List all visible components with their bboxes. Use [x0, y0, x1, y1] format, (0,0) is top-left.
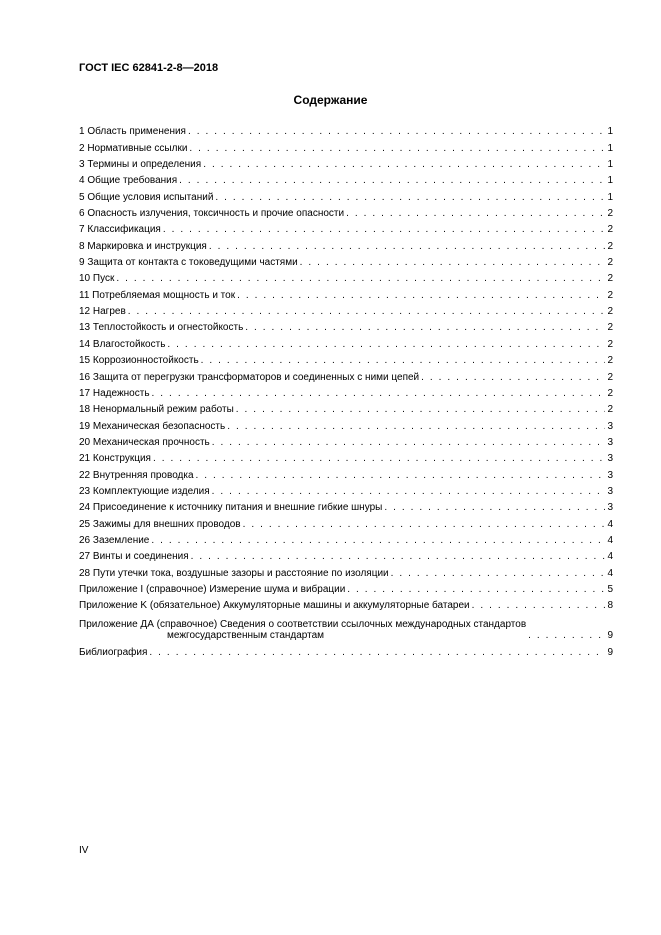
toc-entry	[79, 497, 613, 513]
toc-leader-dots	[243, 519, 605, 530]
toc-entry-title: 14 Влагостойкость	[79, 338, 166, 350]
toc-entry-title: 21 Конструкция	[79, 453, 151, 465]
toc-entry	[79, 481, 613, 497]
toc-leader-dots	[300, 257, 605, 268]
toc-entry-label	[79, 273, 114, 284]
toc-entry-page: 1	[607, 159, 613, 171]
toc-entry-page: 2	[607, 257, 613, 269]
toc-leader-dots	[384, 502, 605, 513]
toc-entry-label	[79, 143, 187, 154]
toc-entry-label	[79, 404, 234, 415]
toc-entry	[79, 317, 613, 333]
toc-leader-dots	[188, 126, 605, 137]
toc-entry-title: 26 Заземление	[79, 534, 150, 546]
toc-entry-page: 4	[607, 567, 613, 579]
toc-entry-title: Приложение I (справочное) Измерение шума и вибрации	[79, 583, 346, 595]
toc-entry	[79, 203, 613, 219]
page-number: IV	[79, 845, 89, 856]
toc-leader-dots	[245, 322, 605, 333]
toc-entry-label	[79, 421, 225, 432]
toc-entry-label	[79, 339, 165, 350]
toc-leader-dots	[212, 437, 605, 448]
toc-entry	[79, 235, 613, 251]
toc-entry	[79, 170, 613, 186]
toc-entry-page: 2	[607, 273, 613, 285]
toc-entry-title: 20 Механическая прочность	[79, 436, 210, 448]
toc-entry	[79, 268, 613, 284]
toc-entry-title: 12 Нагрев	[79, 306, 126, 318]
toc-entry-page: 1	[607, 142, 613, 154]
toc-entry	[79, 513, 613, 529]
toc-entry	[79, 464, 613, 480]
toc-leader-dots	[212, 486, 605, 497]
toc-leader-dots	[472, 600, 605, 611]
toc-leader-dots	[391, 568, 605, 579]
toc-entry-label	[79, 257, 298, 268]
toc-entry-title: 7 Классификация	[79, 224, 161, 236]
toc-entry	[79, 399, 613, 415]
toc-entry	[79, 415, 613, 431]
toc-entry-title: 25 Зажимы для внешних проводов	[79, 518, 241, 530]
toc-entry-title-continued: межгосударственным стандартам	[167, 630, 325, 642]
toc-entry-label	[79, 192, 213, 203]
contents-title: Содержание	[293, 93, 368, 107]
toc-entry-title: 3 Термины и определения	[79, 159, 202, 171]
toc-entry-title: 13 Теплостойкость и огнестойкость	[79, 322, 244, 334]
toc-leader-dots	[203, 159, 605, 170]
toc-entry-title: 18 Ненормальный режим работы	[79, 404, 234, 416]
toc-leader-dots	[236, 404, 605, 415]
toc-entry-page: 1	[607, 126, 613, 138]
toc-entry-page: 4	[607, 534, 613, 546]
toc-entry-title: 15 Коррозионностойкость	[79, 355, 199, 367]
toc-entry-label	[79, 519, 241, 530]
toc-entry	[79, 219, 613, 235]
toc-entry	[79, 252, 613, 268]
toc-leader-dots	[167, 339, 605, 350]
toc-entry-page: 2	[607, 224, 613, 236]
toc-entry-page: 4	[607, 518, 613, 530]
toc-leader-dots	[149, 647, 605, 658]
toc-entry	[79, 432, 613, 448]
toc-entry	[79, 448, 613, 464]
toc-entry-label	[79, 355, 199, 366]
toc-entry-label	[79, 647, 147, 658]
toc-entry-page: 4	[607, 551, 613, 563]
toc-entry-title: 22 Внутренняя проводка	[79, 469, 194, 481]
toc-entry-page: 2	[607, 404, 613, 416]
toc-entry-label	[79, 306, 126, 317]
toc-entry-title: 4 Общие требования	[79, 175, 178, 187]
toc-entry-page: 1	[607, 175, 613, 187]
toc-entry-label	[79, 502, 382, 513]
toc-entry	[79, 546, 613, 562]
toc-entry	[79, 121, 613, 137]
toc-leader-dots	[151, 535, 605, 546]
toc-entry-title: Приложение K (обязательное) Аккумуляторные машины и аккумуляторные батареи	[79, 600, 470, 612]
toc-entry-page: 2	[607, 208, 613, 220]
toc-entry-title: 6 Опасность излучения, токсичность и прочие опасности	[79, 208, 345, 220]
toc-entry	[79, 641, 613, 657]
toc-entry-label	[79, 568, 389, 579]
toc-entry-page: 9	[607, 646, 613, 658]
toc-entry-page: 3	[607, 436, 613, 448]
toc-entry-label	[79, 159, 201, 170]
toc-entry	[79, 333, 613, 349]
toc-entry-page: 2	[607, 240, 613, 252]
toc-entry-label	[79, 208, 344, 219]
toc-leader-dots	[191, 551, 605, 562]
table-of-contents	[79, 121, 613, 658]
toc-entry-page: 2	[607, 387, 613, 399]
toc-entry-title: 10 Пуск	[79, 273, 115, 285]
toc-entry-label	[79, 486, 210, 497]
toc-leader-dots	[128, 306, 605, 317]
toc-entry-title: Библиография	[79, 646, 148, 658]
toc-entry-label	[79, 241, 207, 252]
toc-leader-dots	[421, 372, 605, 383]
toc-entry-page: 5	[607, 583, 613, 595]
toc-entry	[79, 562, 613, 578]
toc-entry-page: 3	[607, 502, 613, 514]
toc-entry-label	[79, 470, 194, 481]
toc-entry-label	[79, 453, 151, 464]
toc-entry	[79, 595, 613, 611]
toc-entry-title: 5 Общие условия испытаний	[79, 191, 214, 203]
toc-entry-title: 17 Надежность	[79, 387, 150, 399]
toc-leader-dots	[189, 143, 605, 154]
toc-entry	[79, 301, 613, 317]
toc-entry-page: 2	[607, 289, 613, 301]
toc-leader-dots	[179, 175, 605, 186]
toc-entry	[79, 154, 613, 170]
toc-entry-title: 19 Механическая безопасность	[79, 420, 226, 432]
toc-leader-dots	[201, 355, 605, 366]
toc-entry-title: 23 Комплектующие изделия	[79, 485, 210, 497]
toc-entry	[79, 383, 613, 399]
toc-leader-dots	[215, 192, 605, 203]
toc-entry-label	[79, 388, 150, 399]
toc-entry-title: 2 Нормативные ссылки	[79, 142, 188, 154]
toc-leader-dots	[152, 388, 605, 399]
toc-entry-label	[79, 437, 210, 448]
toc-entry-label	[79, 551, 189, 562]
toc-entry-page: 1	[607, 191, 613, 203]
toc-leader-dots	[237, 290, 605, 301]
toc-entry-title: 24 Присоединение к источнику питания и внешние гибкие шнуры	[79, 502, 383, 514]
toc-entry-title: 27 Винты и соединения	[79, 551, 189, 563]
toc-entry-title: Приложение ДА (справочное) Сведения о соответствии ссылочных международных стандартов	[79, 619, 527, 631]
toc-leader-dots	[163, 224, 605, 235]
toc-entry-label	[79, 619, 526, 641]
toc-entry-page: 9	[607, 630, 613, 642]
toc-leader-dots	[528, 630, 605, 641]
toc-entry-label	[79, 322, 243, 333]
toc-entry-title: 1 Область применения	[79, 126, 186, 138]
toc-entry-page: 2	[607, 338, 613, 350]
toc-entry-label	[79, 372, 419, 383]
toc-leader-dots	[209, 241, 605, 252]
toc-entry	[79, 350, 613, 366]
toc-entry-page: 2	[607, 371, 613, 383]
toc-entry-title: 16 Защита от перегрузки трансформаторов и соединенных с ними цепей	[79, 371, 420, 383]
toc-entry-label	[79, 600, 470, 611]
toc-entry	[79, 366, 613, 382]
toc-entry-label	[79, 535, 149, 546]
toc-entry-page: 3	[607, 469, 613, 481]
toc-leader-dots	[196, 470, 605, 481]
toc-entry-label	[79, 126, 186, 137]
toc-entry-page: 2	[607, 322, 613, 334]
toc-entry-page: 3	[607, 453, 613, 465]
toc-entry-title: 8 Маркировка и инструкция	[79, 240, 207, 252]
toc-leader-dots	[227, 421, 605, 432]
toc-entry-page: 3	[607, 420, 613, 432]
toc-entry	[79, 611, 613, 641]
toc-entry	[79, 137, 613, 153]
toc-entry	[79, 579, 613, 595]
toc-entry-label	[79, 175, 177, 186]
toc-entry-page: 3	[607, 485, 613, 497]
document-code: ГОСТ IEC 62841-2-8—2018	[79, 62, 219, 74]
toc-leader-dots	[346, 208, 605, 219]
toc-entry-title: 9 Защита от контакта с токоведущими частями	[79, 257, 298, 269]
toc-entry	[79, 530, 613, 546]
toc-entry-label	[79, 584, 345, 595]
toc-entry-page: 2	[607, 355, 613, 367]
toc-entry-page: 8	[607, 600, 613, 612]
toc-entry	[79, 284, 613, 300]
toc-entry-label	[79, 290, 235, 301]
toc-leader-dots	[153, 453, 605, 464]
toc-entry-page: 2	[607, 306, 613, 318]
toc-leader-dots	[116, 273, 605, 284]
toc-leader-dots	[347, 584, 605, 595]
toc-entry-title: 11 Потребляемая мощность и ток	[79, 289, 236, 301]
toc-entry-label	[79, 224, 161, 235]
toc-entry-title: 28 Пути утечки тока, воздушные зазоры и расстояние по изоляции	[79, 567, 389, 579]
toc-entry	[79, 186, 613, 202]
